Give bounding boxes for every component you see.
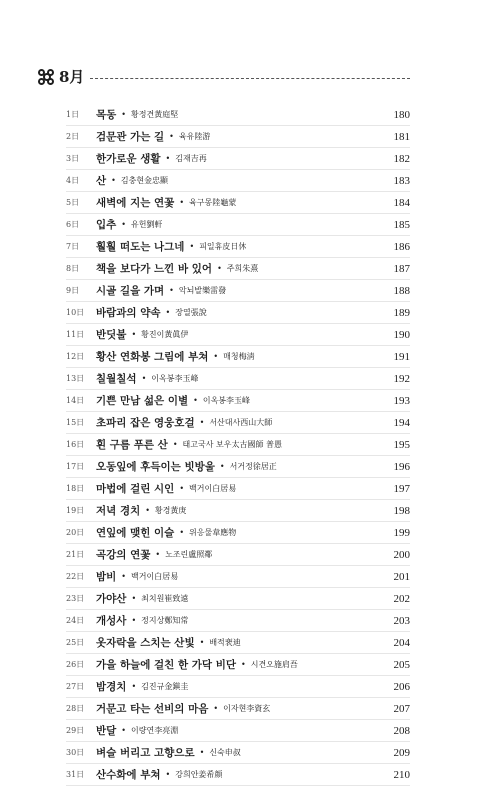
entry-author: 황경黃庚	[154, 506, 187, 515]
entry-day: 25日	[66, 638, 85, 647]
entry-title: 검문관 가는 길	[96, 131, 165, 143]
toc-entry[interactable]	[66, 720, 410, 742]
bullet-icon: •	[179, 528, 185, 537]
toc-entry[interactable]	[66, 544, 410, 566]
entry-day: 16日	[66, 440, 85, 449]
bullet-icon: •	[213, 704, 219, 713]
entry-title: 벼슬 버리고 고향으로	[96, 747, 195, 759]
toc-entry[interactable]	[66, 390, 410, 412]
entry-author: 장열張說	[175, 308, 207, 317]
bullet-icon: •	[131, 330, 137, 339]
entry-page-number: 182	[393, 152, 410, 165]
toc-entry[interactable]	[66, 280, 410, 302]
entry-title: 새벽에 지는 연꽃	[96, 197, 175, 209]
entry-title: 밤경치	[96, 681, 127, 693]
entry-author: 서산대사西山大師	[209, 418, 273, 427]
bullet-icon: •	[145, 506, 150, 515]
bullet-icon: •	[121, 220, 127, 229]
entry-title: 칠월칠석	[96, 373, 137, 385]
bullet-icon: •	[131, 616, 137, 625]
entry-author: 백거이白居易	[131, 572, 179, 581]
header-rule	[90, 78, 410, 79]
entry-page-number: 203	[393, 614, 410, 627]
entry-day: 30日	[66, 748, 85, 757]
entry-title: 훨훨 떠도는 나그네	[96, 241, 185, 253]
bullet-icon: •	[111, 176, 116, 185]
entry-day: 2日	[66, 132, 80, 141]
entry-day: 19日	[66, 506, 85, 515]
entry-day: 6日	[66, 220, 80, 229]
bullet-icon: •	[165, 154, 171, 163]
entry-title: 황산 연화봉 그림에 부쳐	[96, 351, 209, 363]
toc-entry[interactable]	[66, 764, 410, 786]
entry-title: 시골 길을 가며	[96, 285, 165, 297]
bullet-icon: •	[131, 682, 137, 691]
bullet-icon: •	[179, 198, 185, 207]
toc-entry[interactable]	[66, 170, 410, 192]
entry-page-number: 188	[393, 284, 410, 297]
entry-author: 황진이黃眞伊	[141, 330, 189, 339]
entry-author: 강희안姜希顔	[175, 770, 223, 779]
bullet-icon: •	[169, 286, 174, 295]
entry-day: 26日	[66, 660, 85, 669]
entry-author: 정지상鄭知常	[141, 616, 189, 625]
entry-author: 신숙申叔	[209, 748, 241, 757]
entry-title: 밤비	[96, 571, 117, 583]
entry-page-number: 190	[393, 328, 410, 341]
entry-title: 입추	[96, 219, 117, 231]
entry-page-number: 189	[393, 306, 410, 319]
entry-page-number: 192	[393, 372, 410, 385]
entry-page-number: 210	[393, 768, 410, 781]
entry-page-number: 197	[393, 482, 410, 495]
bullet-icon: •	[165, 308, 171, 317]
entry-title: 연잎에 맺힌 이슬	[96, 527, 175, 539]
entry-title: 오동잎에 후득이는 빗방울	[96, 461, 215, 473]
entry-day: 27日	[66, 682, 85, 691]
chapter-header	[38, 68, 410, 86]
entry-page-number: 198	[393, 504, 410, 517]
entry-day: 18日	[66, 484, 85, 493]
entry-day: 22日	[66, 572, 85, 581]
toc-entry[interactable]	[66, 104, 410, 126]
toc-entry[interactable]	[66, 566, 410, 588]
entry-page-number: 187	[393, 262, 410, 275]
month-title: 8月	[59, 68, 85, 86]
entry-page-number: 186	[393, 240, 410, 253]
entry-author: 피일휴皮日休	[199, 242, 247, 251]
entry-page-number: 200	[393, 548, 410, 561]
entry-page-number: 181	[393, 130, 410, 143]
entry-day: 21日	[66, 550, 85, 559]
entry-day: 28日	[66, 704, 85, 713]
entry-title: 저녁 경치	[96, 505, 141, 517]
entry-day: 3日	[66, 154, 80, 163]
entry-day: 5日	[66, 198, 80, 207]
toc-entry[interactable]	[66, 412, 410, 434]
toc-entry[interactable]	[66, 456, 410, 478]
entry-author: 유헌劉軒	[131, 220, 163, 229]
entry-author: 김진규金鎭圭	[141, 682, 189, 691]
entry-day: 13日	[66, 374, 85, 383]
entry-title: 마법에 걸린 시인	[96, 483, 175, 495]
entry-day: 20日	[66, 528, 85, 537]
entry-title: 개성사	[96, 615, 127, 627]
entry-author: 백거이白居易	[189, 484, 237, 493]
bullet-icon: •	[179, 484, 185, 493]
entry-title: 기쁜 만남 섧은 이별	[96, 395, 189, 407]
entry-title: 거문고 타는 선비의 마음	[96, 703, 209, 715]
entry-author: 배적裵迪	[209, 638, 241, 647]
entry-page-number: 183	[393, 174, 410, 187]
toc-entry[interactable]	[66, 500, 410, 522]
bullet-icon: •	[131, 594, 137, 603]
entry-page-number: 180	[393, 108, 410, 121]
entry-day: 31日	[66, 770, 85, 779]
entry-author: 이옥봉李玉峰	[151, 374, 199, 383]
toc-entry[interactable]	[66, 588, 410, 610]
toc-entry[interactable]	[66, 126, 410, 148]
entry-page-number: 205	[393, 658, 410, 671]
entry-title: 곡강의 연꽃	[96, 549, 151, 561]
entry-page-number: 193	[393, 394, 410, 407]
entry-day: 1日	[66, 110, 80, 119]
bullet-icon: •	[141, 374, 147, 383]
entry-title: 흰 구름 푸른 산	[96, 439, 168, 451]
bullet-icon: •	[155, 550, 161, 559]
entry-day: 7日	[66, 242, 80, 251]
bullet-icon: •	[121, 572, 127, 581]
bullet-icon: •	[199, 418, 205, 427]
bullet-icon: •	[219, 462, 225, 471]
entry-author: 주희朱熹	[226, 264, 259, 273]
entry-page-number: 196	[393, 460, 410, 473]
entry-author: 태고국사 보우太古國師 普愚	[182, 440, 282, 449]
entry-page-number: 184	[393, 196, 410, 209]
entry-day: 17日	[66, 462, 85, 471]
entry-day: 14日	[66, 396, 85, 405]
entry-title: 산	[96, 175, 107, 187]
entry-day: 9日	[66, 286, 80, 295]
entry-title: 산수화에 부쳐	[96, 769, 161, 781]
entry-author: 육유陸游	[178, 132, 211, 141]
toc-entry[interactable]	[66, 346, 410, 368]
bullet-icon: •	[193, 396, 198, 405]
entry-author: 이자현李資玄	[223, 704, 271, 713]
toc-entry[interactable]	[66, 258, 410, 280]
entry-title: 가야산	[96, 593, 127, 605]
entry-author: 시견오施肩吾	[250, 660, 298, 669]
flower-ornament-icon	[38, 69, 55, 86]
entry-author: 김충현金忠顯	[120, 176, 169, 185]
bullet-icon: •	[121, 726, 127, 735]
entry-day: 10日	[66, 308, 85, 317]
bullet-icon: •	[165, 770, 171, 779]
entry-page-number: 185	[393, 218, 410, 231]
bullet-icon: •	[199, 638, 205, 647]
entry-page-number: 208	[393, 724, 410, 737]
toc-entry[interactable]	[66, 148, 410, 170]
entry-day: 24日	[66, 616, 85, 625]
table-of-contents	[66, 104, 410, 786]
entry-title: 한가로운 생활	[96, 153, 161, 165]
entry-page-number: 194	[393, 416, 410, 429]
bullet-icon: •	[172, 440, 178, 449]
entry-author: 육구몽陸龜蒙	[189, 198, 237, 207]
entry-day: 15日	[66, 418, 85, 427]
toc-entry[interactable]	[66, 632, 410, 654]
entry-author: 악뇌발樂雷發	[178, 286, 227, 295]
entry-title: 바람과의 약속	[96, 307, 161, 319]
toc-entry[interactable]	[66, 324, 410, 346]
entry-author: 위응물韋應物	[189, 528, 237, 537]
toc-entry[interactable]	[66, 478, 410, 500]
toc-entry[interactable]	[66, 698, 410, 720]
entry-page-number: 204	[393, 636, 410, 649]
entry-day: 23日	[66, 594, 85, 603]
toc-entry[interactable]	[66, 676, 410, 698]
toc-entry[interactable]	[66, 302, 410, 324]
entry-page-number: 209	[393, 746, 410, 759]
entry-day: 8日	[66, 264, 80, 273]
toc-entry[interactable]	[66, 434, 410, 456]
entry-author: 이옥봉李玉峰	[202, 396, 251, 405]
entry-author: 매청梅淸	[223, 352, 255, 361]
entry-title: 가을 하늘에 걸친 한 가닥 비단	[96, 659, 236, 671]
entry-day: 4日	[66, 176, 80, 185]
toc-entry[interactable]	[66, 192, 410, 214]
bullet-icon: •	[199, 748, 205, 757]
entry-page-number: 206	[393, 680, 410, 693]
entry-page-number: 207	[393, 702, 410, 715]
entry-day: 12日	[66, 352, 85, 361]
entry-title: 초파리 잡은 영웅호걸	[96, 417, 195, 429]
entry-title: 반딧불	[96, 329, 127, 341]
entry-page-number: 202	[393, 592, 410, 605]
toc-entry[interactable]	[66, 368, 410, 390]
bullet-icon: •	[121, 110, 127, 119]
bullet-icon: •	[189, 242, 195, 251]
entry-page-number: 199	[393, 526, 410, 539]
toc-entry[interactable]	[66, 214, 410, 236]
entry-page-number: 195	[393, 438, 410, 451]
entry-title: 목동	[96, 109, 117, 121]
bullet-icon: •	[241, 660, 246, 669]
entry-title: 반달	[96, 725, 117, 737]
toc-entry[interactable]	[66, 610, 410, 632]
toc-entry[interactable]	[66, 742, 410, 764]
entry-author: 서거정徐居正	[229, 462, 277, 471]
toc-entry[interactable]	[66, 522, 410, 544]
entry-page-number: 191	[393, 350, 410, 363]
entry-author: 최치원崔致遠	[141, 594, 189, 603]
entry-day: 11日	[66, 330, 85, 339]
entry-author: 이량연李亮淵	[131, 726, 179, 735]
entry-title: 옷자락을 스치는 산빛	[96, 637, 195, 649]
entry-page-number: 201	[393, 570, 410, 583]
entry-author: 김재吉再	[175, 154, 207, 163]
bullet-icon: •	[217, 264, 222, 273]
toc-entry[interactable]	[66, 654, 410, 676]
bullet-icon: •	[213, 352, 219, 361]
entry-author: 노조린盧照鄰	[165, 550, 213, 559]
entry-title: 책을 보다가 느낀 바 있어	[96, 263, 213, 275]
bullet-icon: •	[169, 132, 174, 141]
entry-author: 황정견黃庭堅	[131, 110, 179, 119]
toc-entry[interactable]	[66, 236, 410, 258]
entry-day: 29日	[66, 726, 85, 735]
